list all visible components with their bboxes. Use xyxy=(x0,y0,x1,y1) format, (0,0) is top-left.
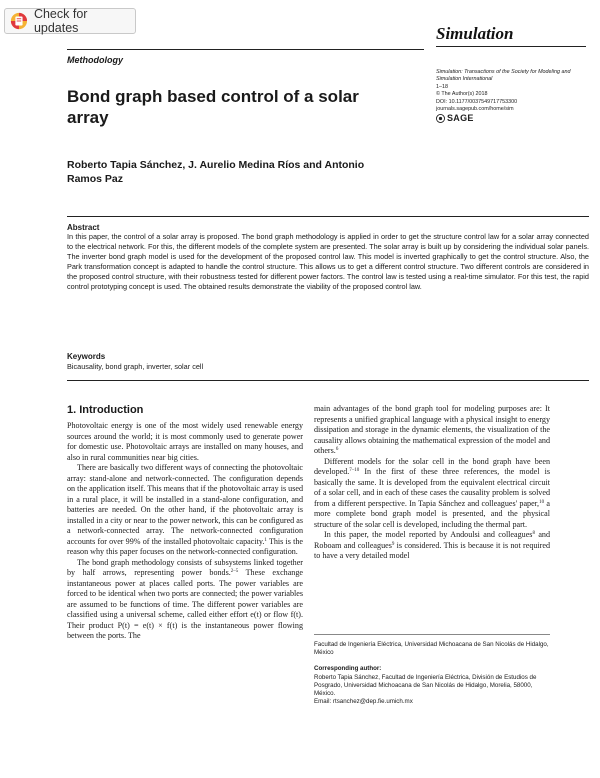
sage-icon xyxy=(436,114,445,123)
section-label: Methodology xyxy=(67,55,123,65)
introduction-heading: 1. Introduction xyxy=(67,404,144,416)
paragraph-text: is considered. This is because it is not required to have a very detailed model xyxy=(314,540,550,560)
footnote-rule xyxy=(314,634,550,635)
footnote xyxy=(314,641,550,706)
paragraph-text: a more complete bond graph model is presented, and the physical structure of the solar cell is developed, including the thermal part. xyxy=(314,498,550,529)
sage-logo xyxy=(436,114,586,123)
corresponding-author: Roberto Tapia Sánchez, Facultad de Ingeniería Eléctrica, División de Estudios de Posgrado, Universidad Michoacana de San Nicolás de Hidalgo, Morelia, 58000, México. xyxy=(314,673,537,698)
check-for-updates-label: Check for updates xyxy=(33,7,88,35)
intro-paragraph-3 xyxy=(67,558,303,642)
journal-doi[interactable]: DOI: 10.1177/0037549717753300 xyxy=(436,98,518,105)
corresponding-author-heading: Corresponding author: xyxy=(314,665,382,673)
citation[interactable]: 8 xyxy=(532,531,535,536)
journal-pages: 1–18 xyxy=(436,83,448,90)
citation[interactable]: 9 xyxy=(391,541,395,547)
citation[interactable]: 1 xyxy=(264,537,267,543)
paragraph-text: In this paper, the model reported by Andoulsi and colleagues xyxy=(324,530,533,539)
abstract-text: In this paper, the control of a solar array is proposed. The bond graph methodology is applied in order to get the structure control law for a solar array connected to the electrical network. For this, the different models of the complete system are presented. The solar array is built up by considering the individual solar panels. The inverter bond graph model is used for the development of the proposed control law. This model is inverted graphically to get the control structure. Also, the Park transformation concept is adapted to handle the control structure. This allows us to get a different control structure. Two different controls are considered in the proposed control structure, with their robustness tested for different power factors. The control law is tested using a real-time simulator. For this test, the rapid control prototyping concept is used. The obtained results demonstrate the viability of the proposed control law. xyxy=(67,232,589,292)
sage-wordmark: SAGE xyxy=(447,113,474,124)
journal-url[interactable]: journals.sagepub.com/home/sim xyxy=(436,106,514,113)
journal-logo: Simulation xyxy=(436,24,514,43)
paragraph-text: The bond graph methodology consists of subsystems linked together by half arrows, representing power bonds. xyxy=(67,557,303,577)
intro-paragraph-5 xyxy=(314,457,550,531)
paragraph-text: Different models for the solar cell in the bond graph have been developed. xyxy=(314,456,550,476)
author-email[interactable]: Email: rtsanchez@dep.fie.umich.mx xyxy=(314,698,413,706)
paragraph-text: These exchange instantaneous power at places called ports. The power variables are forced to be identical when two ports are connected; the power variables are assumed to be functions of time. The different power variables are classified using a universal scheme, called either effort e(t) or flow f(t). Their product P(t) = e(t) × f(t) is the instantaneous power flowing between the ports. The xyxy=(67,568,303,640)
paragraph-text: and Roboam and colleagues xyxy=(314,530,550,550)
citation[interactable]: 6 xyxy=(335,447,339,452)
body-column-left xyxy=(67,421,303,642)
citation[interactable]: 2–5 xyxy=(230,569,239,574)
keywords-heading: Keywords xyxy=(67,352,106,361)
intro-paragraph-6 xyxy=(314,530,550,562)
check-for-updates-icon xyxy=(10,12,28,30)
paragraph-text: There are basically two different ways of connecting the photovoltaic array: stand-alone and network-connected. The configuration depends on the application itself. This means that if the photovoltaic array is used in a rural place, it will be installed in a stand-alone configuration, and batteries are needed. On the other hand, if the photovoltaic array is installed in a city or near to the power network, this can be configured as a network-connected array. The network-connected configuration accounts for over 99% of the installed photovoltaic capacity. xyxy=(67,463,303,546)
authors: Roberto Tapia Sánchez, J. Aurelio Medina Ríos and Antonio Ramos Paz xyxy=(67,159,365,185)
citation[interactable]: 7–10 xyxy=(349,468,360,473)
header-rule xyxy=(67,49,424,50)
journal-meta xyxy=(436,69,586,123)
journal-copyright: © The Author(s) 2018 xyxy=(436,91,488,98)
abstract-rule xyxy=(67,216,589,217)
paragraph-text: This is the reason why this paper focuses on the network-connected configuration. xyxy=(67,536,303,556)
body-column-right xyxy=(314,404,550,562)
intro-paragraph-1: Photovoltaic energy is one of the most widely used renewable energy sources around the world; it is most commonly used to generate power for domestic use. Photovoltaic arrays are installed on many houses, and also in rural communities near big cities. xyxy=(67,421,303,462)
keywords-text: Bicausality, bond graph, inverter, solar cell xyxy=(67,362,204,371)
abstract-heading: Abstract xyxy=(67,223,100,232)
logo-underline xyxy=(436,46,586,47)
intro-paragraph-4 xyxy=(314,404,550,457)
intro-paragraph-2 xyxy=(67,463,303,558)
article-title: Bond graph based control of a solar array xyxy=(67,87,359,127)
check-for-updates-button[interactable] xyxy=(4,8,136,34)
affiliation: Facultad de Ingeniería Eléctrica, Universidad Michoacana de San Nicolás de Hidalgo, México xyxy=(314,641,549,657)
keywords-rule xyxy=(67,380,589,381)
journal-full-name: Simulation: Transactions of the Society for Modeling and Simulation International xyxy=(436,69,571,83)
citation[interactable]: 10 xyxy=(539,499,545,505)
paragraph-text: In the first of these three references, the model is basically the same. It is developed from the equivalent electrical circuit of a solar cell, and in each of these cases the causality problem is solved from a different perspective. In Tapia Sánchez and colleagues' paper, xyxy=(314,467,550,508)
paragraph-text: main advantages of the bond graph tool for modeling purposes are: It represents a unified graphical language with a physical insight to energy dissipation and storage in the dynamic elements, the visualization of the causality allows obtaining the mathematical expression of the model and others. xyxy=(314,404,550,455)
